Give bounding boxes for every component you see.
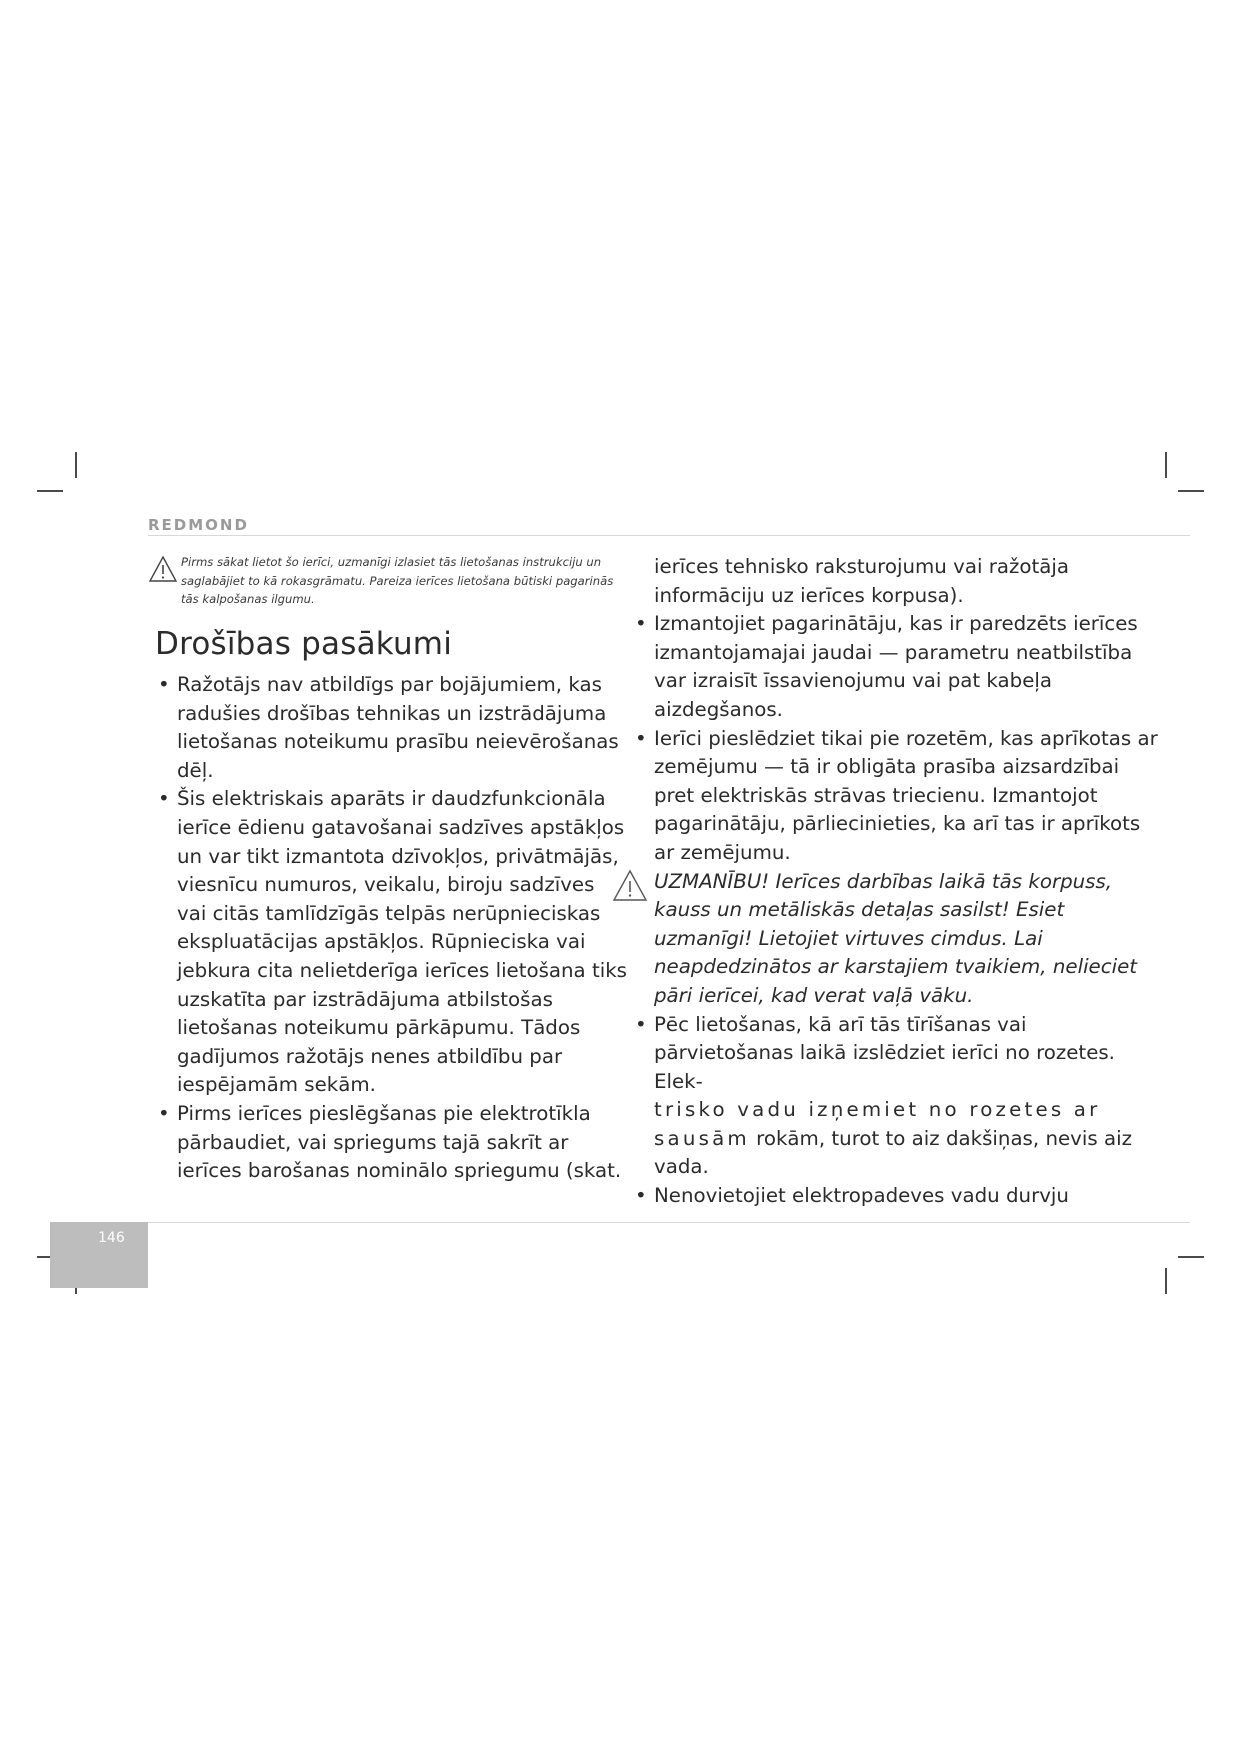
continuation-text: ierīces tehnisko raksturojumu vai ražotāja informāciju uz ierīces korpusa). bbox=[654, 555, 1069, 607]
warning-triangle-icon bbox=[612, 869, 648, 902]
list-item: • Ražotājs nav atbildīgs par bojājumiem, kas radušies drošības tehnikas un izstrādājuma lietošanas noteikumu prasību neievērošanas dēļ. bbox=[157, 671, 627, 785]
crop-mark bbox=[37, 490, 63, 492]
warning-text: UZMANĪBU! Ierīces darbības laikā tās korpuss, kauss un metāliskās detaļas sasilst! Esiet uzmanīgi! Lietojiet virtuves cimdus. Lai neapdedzinātos ar karstajiem tvaikiem, nelieciet pāri ierīcei, kad verat vaļā vāku. bbox=[654, 869, 1138, 1007]
list-item: • Ierīci pieslēdziet tikai pie rozetēm, kas aprīkotas ar zemējumu — tā ir obligāta prasība aizsardzībai pret elektriskās strāvas triecienu. Izmantojot pagarinātāju, pārliecinieties, ka arī tas ir aprīkots ar zemējumu. bbox=[634, 725, 1159, 868]
list-item-text: rokām, turot to aiz dakšiņas, nevis aiz vada. bbox=[654, 1126, 1132, 1179]
brand-logo: REDMOND bbox=[148, 516, 249, 534]
right-column bbox=[634, 553, 1159, 1211]
list-item-text: Pēc lietošanas, kā arī tās tīrīšanas vai pārvietošanas laikā izslēdziet ierīci no rozetes. Elek- bbox=[654, 1012, 1115, 1093]
crop-mark bbox=[1178, 490, 1204, 492]
page-number: 146 bbox=[98, 1230, 125, 1246]
footer-rule bbox=[148, 1222, 1190, 1223]
list-item: • Pirms ierīces pieslēgšanas pie elektrotīkla pārbaudiet, vai spriegums tajā sakrīt ar ierīces barošanas nominālo spriegumu (skat. bbox=[157, 1100, 627, 1186]
crop-mark bbox=[1165, 452, 1167, 478]
list-item bbox=[634, 1011, 1159, 1183]
intro-note-text: Pirms sākat lietot šo ierīci, uzmanīgi izlasiet tās lietošanas instrukciju un saglabājiet to kā rokasgrāmatu. Pareiza ierīces lietošana būtiski pagarinās tās kalpošanas ilgumu. bbox=[181, 555, 614, 606]
list-item-text: trisko vadu izņemiet no rozetes ar sausām bbox=[654, 1098, 1101, 1150]
warning-block bbox=[634, 868, 1159, 1011]
page-title: Drošības pasākumi bbox=[155, 626, 453, 662]
crop-mark bbox=[75, 452, 77, 478]
warning-triangle-icon bbox=[148, 555, 178, 583]
list-item: • Izmantojiet pagarinātāju, kas ir paredzēts ierīces izmantojamajai jaudai — parametru neatbilstība var izraisīt īssavienojumu vai pat kabeļa aizdegšanos. bbox=[634, 610, 1159, 724]
list-item: • Nenovietojiet elektropadeves vadu durvju bbox=[634, 1182, 1159, 1211]
crop-mark bbox=[1178, 1256, 1204, 1258]
intro-note bbox=[148, 553, 628, 609]
header-rule bbox=[148, 535, 1190, 536]
left-column bbox=[157, 671, 627, 1186]
crop-mark bbox=[1165, 1268, 1167, 1294]
list-item: • Šis elektriskais aparāts ir daudzfunkcionāla ierīce ēdienu gatavošanai sadzīves apstākļos un var tikt izmantota dzīvokļos, privātmājās, viesnīcu numuros, veikalu, biroju sadzīves vai citās tamlīdzīgās telpās nerūpnieciskas ekspluatācijas apstākļos. Rūpnieciska vai jebkura cita nelietderīga ierīces lietošana tiks uzskatīta par izstrādājuma atbilstošas lietošanas noteikumu pārkāpumu. Tādos gadījumos ražotājs nenes atbildību par iespējamām sekām. bbox=[157, 785, 627, 1100]
